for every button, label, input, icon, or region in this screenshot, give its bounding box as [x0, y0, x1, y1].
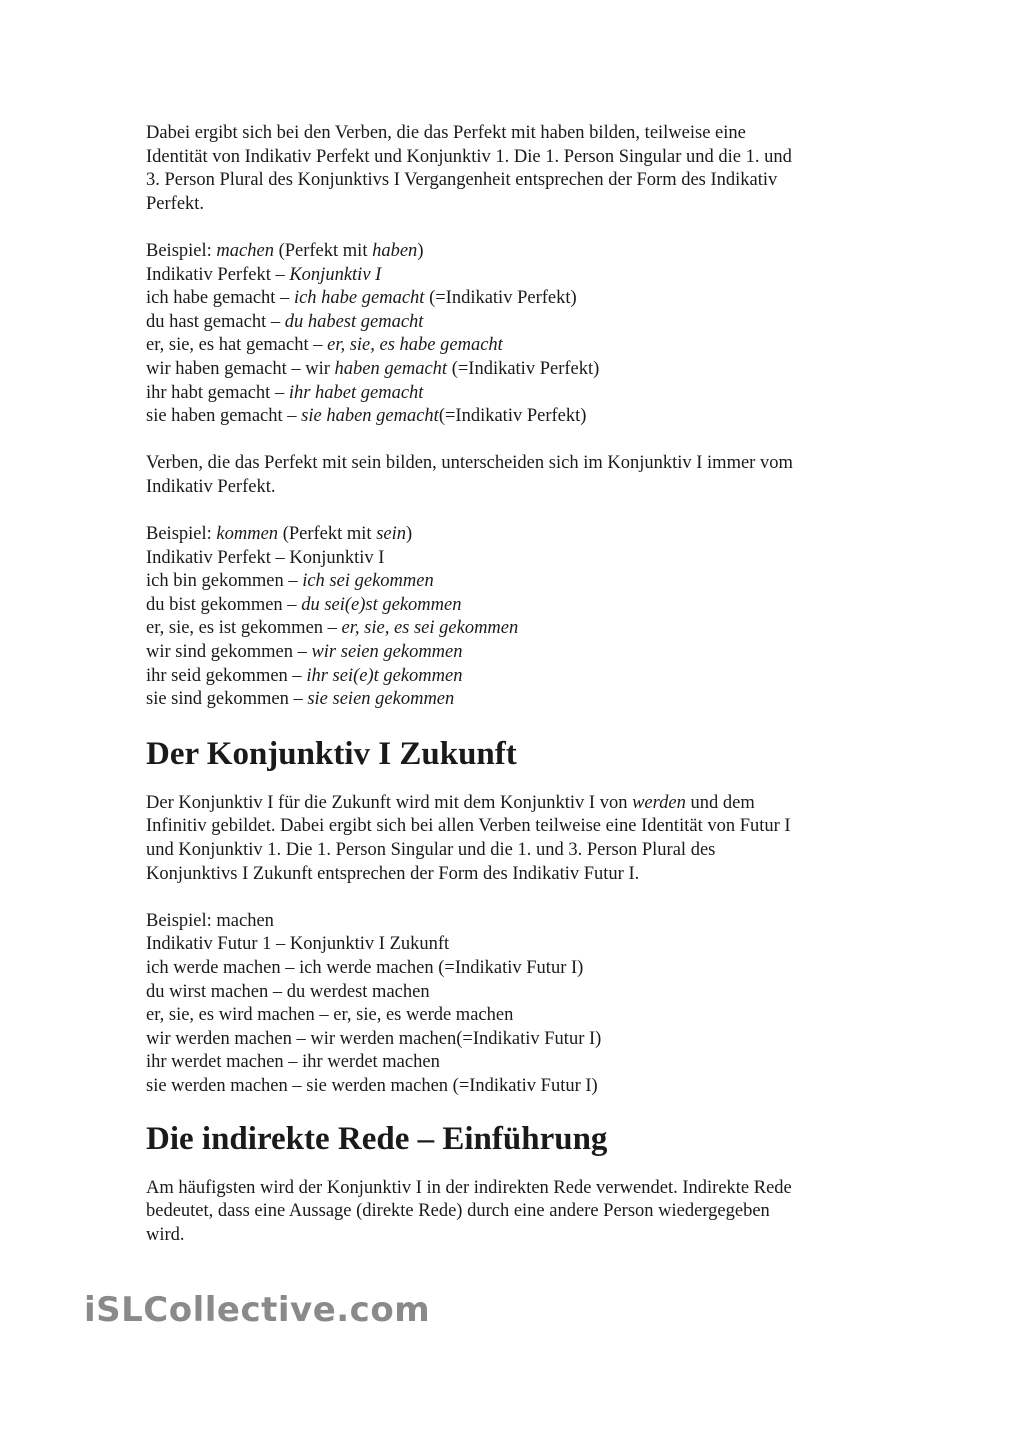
conjugation-row: wir haben gemacht – wir haben gemacht (=Indikativ Perfekt) — [146, 358, 600, 379]
zukunft-paragraph — [146, 792, 886, 886]
paragraph-line: Verben, die das Perfekt mit sein bilden, unterscheiden sich im Konjunktiv I immer vom — [146, 453, 793, 474]
conjugation-row: er, sie, es wird machen – er, sie, es werde machen — [146, 1005, 514, 1026]
paragraph-line: wird. — [146, 1224, 185, 1245]
conjugation-row: ich bin gekommen – ich sei gekommen — [146, 571, 434, 592]
conjugation-row: sie werden machen – sie werden machen (=Indikativ Futur I) — [146, 1075, 598, 1096]
example-heading: Beispiel: machen (Perfekt mit haben) — [146, 240, 424, 261]
paragraph-line: Konjunktivs I Zukunft entsprechen der Form des Indikativ Futur I. — [146, 863, 640, 884]
paragraph-line: Am häufigsten wird der Konjunktiv I in der indirekten Rede verwendet. Indirekte Rede — [146, 1177, 792, 1198]
section-heading-konjunktiv-zukunft: Der Konjunktiv I Zukunft — [146, 735, 517, 772]
example-column-header: Indikativ Perfekt – Konjunktiv I — [146, 264, 382, 285]
section-heading-indirekte-rede: Die indirekte Rede – Einführung — [146, 1120, 608, 1157]
paragraph-line: Infinitiv gebildet. Dabei ergibt sich bei allen Verben teilweise eine Identität von Futur I — [146, 816, 791, 837]
example-column-header: Indikativ Futur 1 – Konjunktiv I Zukunft — [146, 934, 450, 955]
conjugation-row: sie haben gemacht – sie haben gemacht(=Indikativ Perfekt) — [146, 406, 587, 427]
watermark-logo: iSLCollective.com — [84, 1290, 431, 1330]
conjugation-row: wir sind gekommen – wir seien gekommen — [146, 642, 463, 663]
conjugation-row: du wirst machen – du werdest machen — [146, 981, 430, 1002]
conjugation-row: ihr seid gekommen – ihr sei(e)t gekommen — [146, 665, 463, 686]
conjugation-row: er, sie, es hat gemacht – er, sie, es habe gemacht — [146, 335, 503, 356]
paragraph-line: Indikativ Perfekt. — [146, 476, 276, 497]
example-machen-zukunft — [146, 910, 886, 1099]
example-column-header: Indikativ Perfekt – Konjunktiv I — [146, 547, 385, 568]
indirekte-rede-paragraph — [146, 1177, 886, 1248]
document-page — [146, 122, 886, 1247]
paragraph-line: Der Konjunktiv I für die Zukunft wird mit dem Konjunktiv I von werden und dem — [146, 792, 755, 813]
intro-line: 3. Person Plural des Konjunktivs I Vergangenheit entsprechen der Form des Indikativ — [146, 170, 778, 191]
conjugation-row: du hast gemacht – du habest gemacht — [146, 311, 424, 332]
conjugation-row: du bist gekommen – du sei(e)st gekommen — [146, 594, 462, 615]
intro-paragraph — [146, 122, 886, 216]
sein-paragraph — [146, 452, 886, 499]
example-heading: Beispiel: machen — [146, 910, 274, 931]
conjugation-row: ich werde machen – ich werde machen (=Indikativ Futur I) — [146, 958, 584, 978]
conjugation-row: ich habe gemacht – ich habe gemacht (=Indikativ Perfekt) — [146, 288, 577, 309]
example-kommen-perfekt — [146, 523, 886, 712]
example-machen-perfekt — [146, 240, 886, 429]
conjugation-row: sie sind gekommen – sie seien gekommen — [146, 689, 455, 710]
intro-line: Identität von Indikativ Perfekt und Konjunktiv 1. Die 1. Person Singular und die 1. und — [146, 146, 792, 167]
conjugation-row: ihr werdet machen – ihr werdet machen — [146, 1052, 440, 1073]
intro-line: Dabei ergibt sich bei den Verben, die das Perfekt mit haben bilden, teilweise eine — [146, 123, 746, 143]
conjugation-row: er, sie, es ist gekommen – er, sie, es sei gekommen — [146, 618, 519, 639]
paragraph-line: und Konjunktiv 1. Die 1. Person Singular und die 1. und 3. Person Plural des — [146, 840, 716, 861]
conjugation-row: wir werden machen – wir werden machen(=Indikativ Futur I) — [146, 1028, 602, 1049]
conjugation-row: ihr habt gemacht – ihr habet gemacht — [146, 382, 424, 403]
paragraph-line: bedeutet, dass eine Aussage (direkte Rede) durch eine andere Person wiedergegeben — [146, 1201, 770, 1222]
example-heading: Beispiel: kommen (Perfekt mit sein) — [146, 524, 413, 545]
intro-line: Perfekt. — [146, 193, 205, 214]
